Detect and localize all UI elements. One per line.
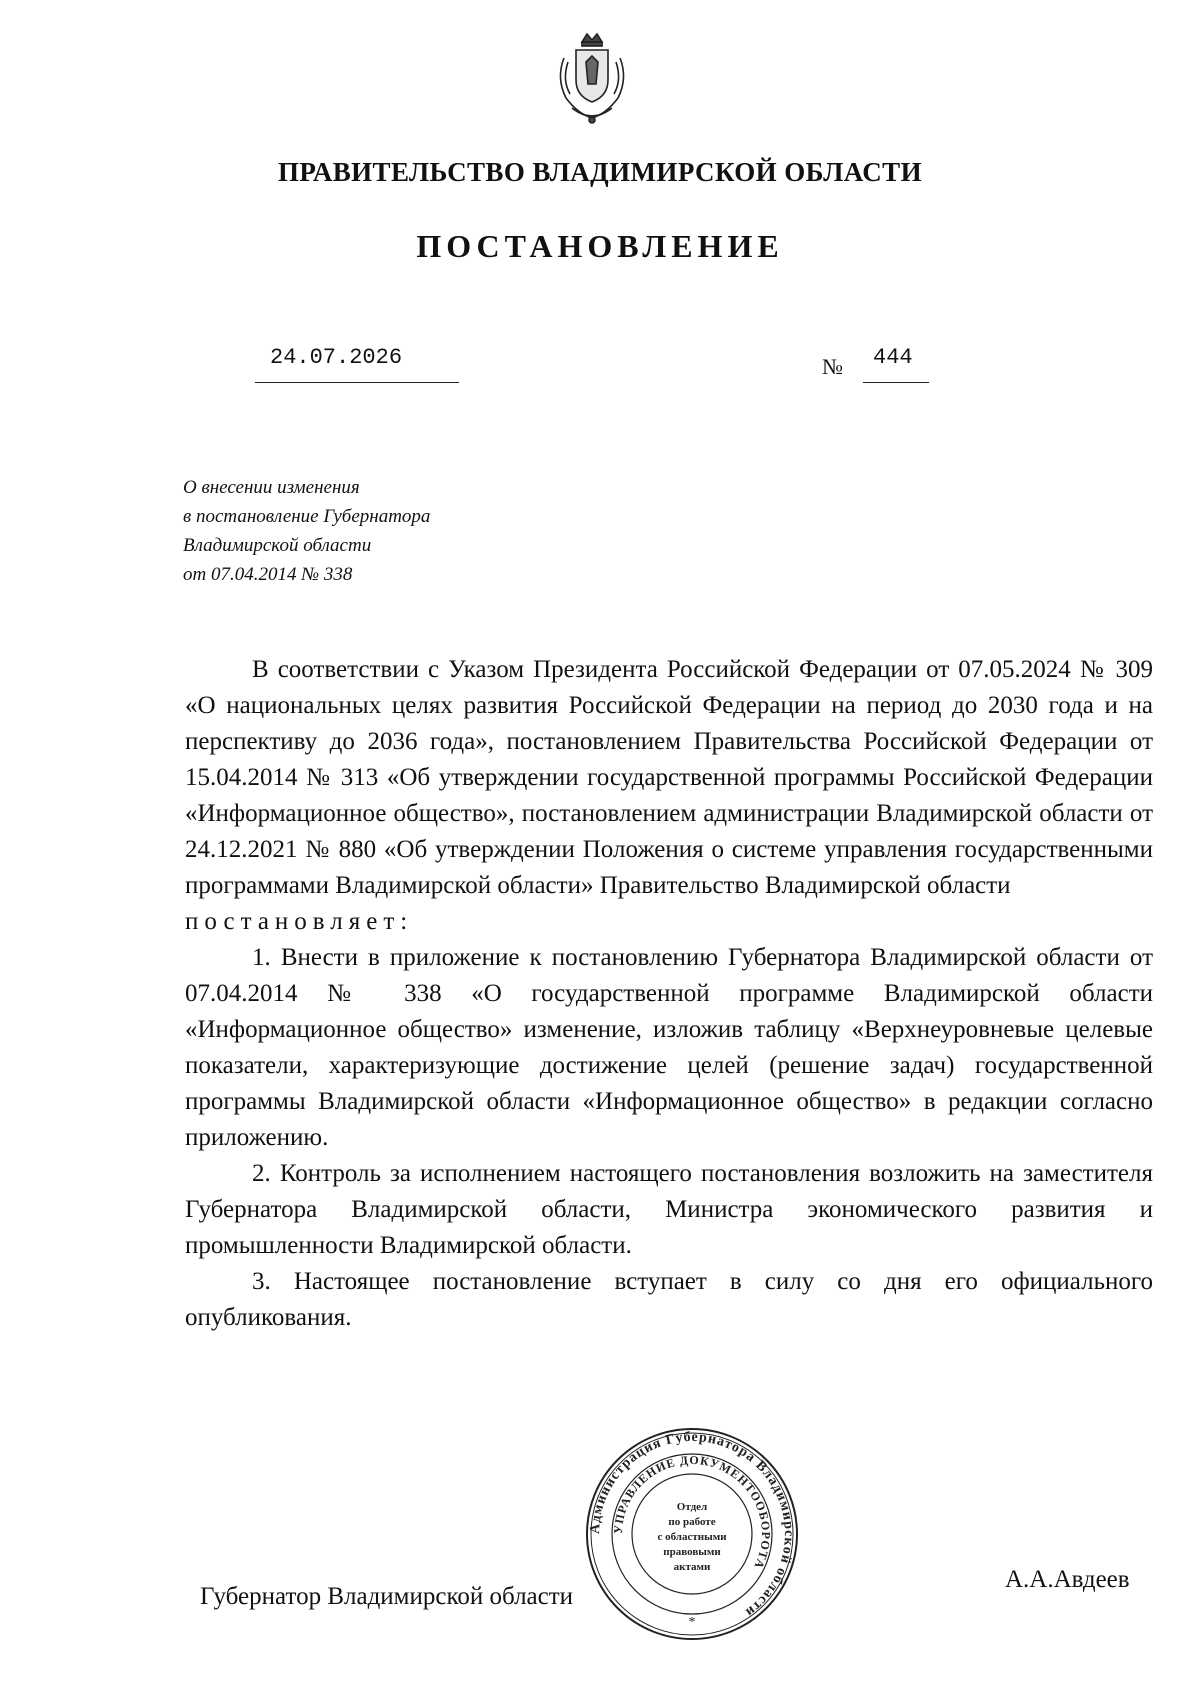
subject-line: от 07.04.2014 № 338 <box>183 564 353 585</box>
stamp-inner-ring-text: УПРАВЛЕНИЕ ДОКУМЕНТООБОРОТА <box>610 1452 774 1572</box>
number-underline <box>863 382 929 383</box>
stamp-center-line: правовыми <box>663 1546 721 1558</box>
preamble-paragraph: В соответствии с Указом Президента Российской Федерации от 07.05.2024 № 309 «О национальных целях развития Российской Федерации на период до 2030 года и на перспективу до 2036 года», постановлением Правительства Российской Федерации от 15.04.2014 № 313 «Об утверждении государственной программы Российской Федерации «Информационное общество», постановлением администрации Владимирской области от 24.12.2021 № 880 «Об утверждении Положения о системе управления государственными программами Владимирской области» Правительство Владимирской области <box>185 656 1153 899</box>
stamp-center-line: актами <box>673 1561 711 1573</box>
subject-line: О внесении изменения <box>183 477 360 498</box>
signer-name: А.А.Авдеев <box>1005 1566 1130 1593</box>
document-body <box>185 652 1153 1336</box>
date-underline <box>255 382 459 383</box>
organization-name: ПРАВИТЕЛЬСТВО ВЛАДИМИРСКОЙ ОБЛАСТИ <box>278 157 922 187</box>
document-subject <box>183 473 430 589</box>
stamp-center-line: по работе <box>668 1516 716 1528</box>
stamp-center-line: с областными <box>657 1531 727 1543</box>
item-paragraph: 1. Внести в приложение к постановлению Губернатора Владимирской области от 07.04.2014 № 338 «О государственной программе Владимирской области «Информационное общество» изменение, изложив таблицу «Верхнеуровневые целевые показатели, характеризующие достижение целей (решение задач) государственной программы Владимирской области «Информационное общество» в редакции согласно приложению. <box>185 944 1153 1151</box>
subject-line: в постановление Губернатора <box>183 506 431 527</box>
document-title: ПОСТАНОВЛЕНИЕ <box>416 228 784 264</box>
stamp-outer-text: Администрация Губернатора Владимирской области <box>587 1429 797 1620</box>
document-date: 24.07.2026 <box>270 345 403 370</box>
item-paragraph: 2. Контроль за исполнением настоящего постановления возложить на заместителя Губернатора Владимирской области, Министра экономического развития и промышленности Владимирской области. <box>185 1160 1153 1259</box>
resolves-word: постановляет: <box>185 908 414 935</box>
stamp-star-icon: * <box>688 1615 696 1630</box>
stamp-center-line: Отдел <box>676 1501 708 1513</box>
document-number: 444 <box>873 345 913 370</box>
official-stamp <box>584 1426 800 1642</box>
item-paragraph: 3. Настоящее постановление вступает в силу со дня его официального опубликования. <box>185 1268 1153 1331</box>
signer-position: Губернатор Владимирской области <box>200 1583 574 1610</box>
coat-of-arms-emblem <box>542 28 642 128</box>
number-sign: № <box>822 354 843 379</box>
subject-line: Владимирской области <box>183 535 372 556</box>
